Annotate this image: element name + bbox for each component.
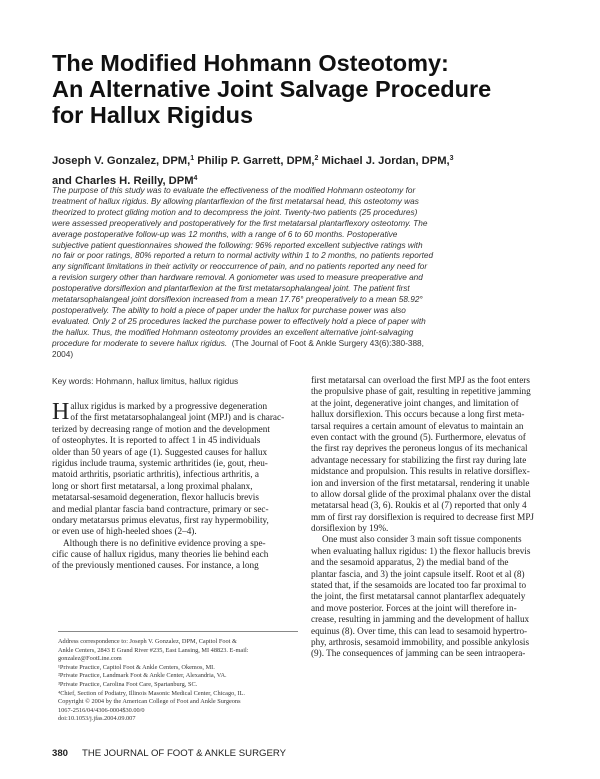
body-column-left xyxy=(52,401,298,572)
body-line: phy, arthrosis, sesamoid immobility, and possible ankylosis xyxy=(311,636,530,647)
keywords: Key words: Hohmann, hallux limitus, hallux rigidus xyxy=(52,376,239,386)
body-line: older than 50 years of age (1). Suggested causes for hallux xyxy=(52,446,268,457)
abstract-line: treatment of hallux rigidus. By allowing plantarflexion of the first metatarsal head, this osteotomy was xyxy=(52,196,419,206)
journal-name: THE JOURNAL OF FOOT & ANKLE SURGERY xyxy=(82,748,287,759)
affiliation-mark: 4 xyxy=(193,175,198,182)
author-name: and Charles H. Reilly, DPM xyxy=(52,175,194,187)
body-line: when evaluating hallux rigidus: 1) the flexor hallucis brevis xyxy=(311,545,531,556)
body-line: to allow dorsal glide of the proximal phalanx over the distal xyxy=(311,488,531,499)
abstract xyxy=(52,186,557,361)
body-line: ondary metatarsus primus elevatus, first ray hypermobility, xyxy=(52,514,269,525)
footnote-line: Copyright © 2004 by the American College of Foot and Ankle Surgeons xyxy=(58,698,241,706)
body-line: plantar fascia, and 3) the joint capsule itself. Root et al (8) xyxy=(311,568,525,579)
body-line: allux rigidus is marked by a progressive degeneration xyxy=(70,401,268,411)
author-name: Joseph V. Gonzalez, DPM, xyxy=(52,155,191,167)
author-list xyxy=(52,150,572,190)
body-line: the first ray deprives the peroneus longus of its mechanical xyxy=(311,443,528,454)
body-line: tarsal requires a certain amount of elevatus to maintain an xyxy=(311,420,524,431)
body-line: dorsiflexion by 19%. xyxy=(311,523,389,534)
footnotes xyxy=(58,631,298,724)
title-line: An Alternative Joint Salvage Procedure xyxy=(52,76,492,102)
abstract-line: a revision surgery other than hardware removal. A goniometer was used to measure preoperative and xyxy=(52,273,423,283)
page-number: 380 xyxy=(52,748,69,759)
body-line: the propulsive phase of gait, resulting in repetitive jamming xyxy=(311,386,531,397)
abstract-line: the hallux. Thus, the modified Hohmann osteotomy provides an excellent alternative joint-salvaging xyxy=(52,327,414,337)
abstract-line: theorized to protect gliding motion and to decompress the joint. Twenty-two patients (25 procedures) xyxy=(52,207,418,217)
author-line xyxy=(52,150,572,170)
article-title xyxy=(52,50,572,128)
abstract-line: any significant limitations in their activity or reoccurrence of pain, and no patients reported any need for xyxy=(52,262,428,272)
author-name: Michael J. Jordan, DPM, xyxy=(318,155,450,167)
footnote-line: gonzalez@FootLine.com xyxy=(58,655,122,663)
abstract-line: postoperative dorsiflexion and plantarflexion at the first metatarsophalangeal joint. The patient first xyxy=(52,284,410,294)
citation: (The Journal of Foot & Ankle Surgery 43(6):380-388, xyxy=(231,338,424,348)
body-line: metatarsal-sesamoid degeneration, flexor hallucis brevis xyxy=(52,492,259,503)
body-line: crease, resulting in jamming and the development of hallux xyxy=(311,614,530,625)
body-line: cific cause of hallux rigidus, many theories lie behind each xyxy=(52,549,269,560)
body-line: (9). The consequences of jamming can be seen intraopera- xyxy=(311,648,526,659)
body-line: advantage necessary for stabilizing the first ray during late xyxy=(311,454,527,465)
body-line: long or short first metatarsal, a long proximal phalanx, xyxy=(52,480,253,491)
page-footer xyxy=(52,748,286,759)
body-line: terized by decreasing range of motion and the development xyxy=(52,423,270,434)
abstract-text: procedure for moderate to severe hallux rigidus. xyxy=(52,338,228,348)
body-column-right xyxy=(311,375,557,660)
abstract-line: subjective patient questionnaires showed the following: 96% reported excellent subjective ratings with xyxy=(52,240,423,250)
author-name: Philip P. Garrett, DPM, xyxy=(194,155,315,167)
affiliation-mark: 1 xyxy=(190,155,195,162)
footnote-line: doi:10.1053/j.jfas.2004.09.007 xyxy=(58,715,136,723)
body-line: even contact with the ground (5). Furthermore, elevatus of xyxy=(311,431,526,442)
drop-cap: H xyxy=(52,399,70,425)
abstract-line: no fair or poor ratings, 80% reported a return to normal activity within 1 to 2 months, no patients reported xyxy=(52,251,434,261)
body-line: and move posterior. Forces at the joint will therefore in- xyxy=(311,602,517,613)
footnote-line: ⁴Chief, Section of Podiatry, Illinois Masonic Medical Center, Chicago, IL. xyxy=(58,689,245,697)
footnote-line: ¹Private Practice, Capitol Foot & Ankle Centers, Okemos, MI. xyxy=(58,663,215,671)
abstract-line: were assessed preoperatively and postoperatively for the first metatarsal plantarflexory osteotomy. The xyxy=(52,218,428,228)
body-line: stated that, if the sesamoids are located too far proximal to xyxy=(311,580,527,591)
abstract-line: The purpose of this study was to evaluate the effectiveness of the modified Hohmann osteotomy for xyxy=(52,186,416,195)
footnote-line: Address correspondence to: Joseph V. Gonzalez, DPM, Capitol Foot & xyxy=(58,638,237,645)
body-line: of the previously mentioned causes. For instance, a long xyxy=(52,560,259,571)
citation-cont: 2004) xyxy=(52,349,74,359)
footnote-line: ³Private Practice, Carolina Foot Care, Spartanburg, SC. xyxy=(58,680,198,688)
body-line: rigidus include trauma, systemic arthritides (ie, gout, rheu- xyxy=(52,457,268,468)
footnote-line: 1067-2516/04/4306-0004$30.00/0 xyxy=(58,706,145,714)
body-line: or even use of high-heeled shoes (2–4). xyxy=(52,526,197,537)
body-line: hallux dorsiflexion. This occurs because a long first meta- xyxy=(311,409,525,420)
body-line: One must also consider 3 main soft tissue components xyxy=(322,534,522,545)
body-line: mm of first ray dorsiflexion is required to decrease first MPJ xyxy=(311,511,534,522)
title-line: for Hallux Rigidus xyxy=(52,102,254,128)
body-line: midstance and propulsion. This results in relative dorsiflex- xyxy=(311,466,530,477)
body-line: first metatarsal can overload the first MPJ as the foot enters xyxy=(311,375,530,385)
abstract-line: evaluated. Only 2 of 25 procedures lacked the purchase power to effectively hold a piece of paper with xyxy=(52,316,426,326)
affiliation-mark: 2 xyxy=(314,155,319,162)
body-line: of osteophytes. It is reported to affect 1 in 45 individuals xyxy=(52,435,261,446)
body-line: metatarsal head (3, 6). Roukis et al (7) reported that only 4 xyxy=(311,500,527,511)
body-line: and medial plantar fascia band contracture, primary or sec- xyxy=(52,503,269,514)
title-line: The Modified Hohmann Osteotomy: xyxy=(52,50,449,76)
abstract-line xyxy=(52,339,557,350)
body-line: ion and inversion of the first metatarsal, rendering it unable xyxy=(311,477,530,488)
body-line: of the first metatarsophalangeal joint (MPJ) and is charac- xyxy=(70,412,285,423)
body-line: at the joint, degenerative joint changes, and limitation of xyxy=(311,397,519,408)
footnote-line: Ankle Centers, 2843 E Grand River #235, East Lansing, MI 48823. E-mail: xyxy=(58,646,249,654)
body-line: and the sesamoid apparatus, 2) the medial band of the xyxy=(311,557,509,568)
affiliation-mark: 3 xyxy=(449,155,454,162)
abstract-line: postoperatively. The ability to hold a piece of paper under the hallux for purchase power was also xyxy=(52,305,406,315)
body-line: matoid arthritis, psoriatic arthritis), infectious arthritis, a xyxy=(52,469,259,480)
body-line: equinus (8). Over time, this can lead to sesamoid hypertro- xyxy=(311,625,528,636)
abstract-line: average postoperative follow-up was 12 months, with a range of 6 to 60 months. Postoperative xyxy=(52,229,398,239)
body-line: Although there is no definitive evidence proving a spe- xyxy=(63,537,266,548)
abstract-line: metatarsophalangeal joint dorsiflexion increased from a mean 17.76° preoperatively to a mean 58.92° xyxy=(52,295,423,305)
body-line: the joint, the first metatarsal cannot plantarflex adequately xyxy=(311,591,526,602)
footnote-line: ²Private Practice, Landmark Foot & Ankle Center, Alexandria, VA. xyxy=(58,672,227,680)
